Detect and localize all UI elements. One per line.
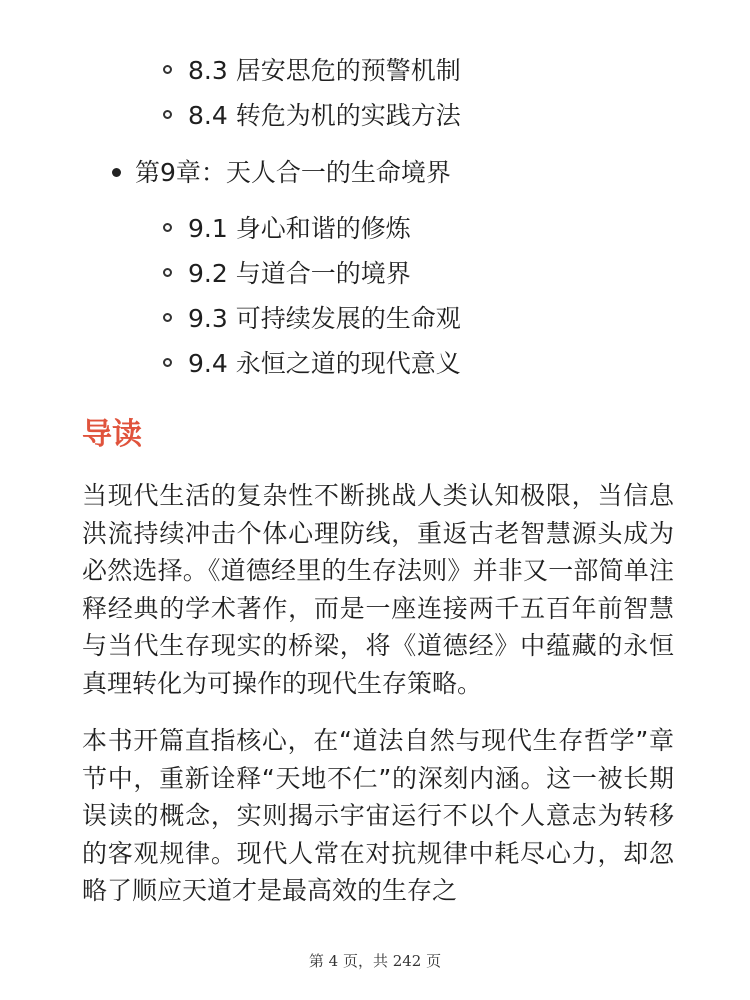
toc-item-8-4[interactable]: [0, 93, 461, 138]
toc-item-label: 8.4 转危为机的实践方法: [188, 101, 461, 130]
hollow-circle-bullet-icon: [163, 313, 172, 322]
body-paragraph: 当现代生活的复杂性不断挑战人类认知极限，当信息洪流持续冲击个体心理防线，重返古老智慧源头成为必然选择。《道德经里的生存法则》并非又一部简单注释经典的学术著作，而是一座连接两千五百年前智慧与当代生存现实的桥梁，将《道德经》中蕴藏的永恒真理转化为可操作的现代生存策略。: [82, 481, 674, 698]
toc-item-label: 8.3 居安思危的预警机制: [188, 56, 461, 85]
toc-item-9-3[interactable]: [0, 296, 461, 341]
toc-chapter-9[interactable]: [0, 150, 451, 195]
hollow-circle-bullet-icon: [163, 110, 172, 119]
section-heading: 导读: [82, 417, 142, 452]
toc-item-9-1[interactable]: [0, 206, 461, 251]
toc-item-label: 9.3 可持续发展的生命观: [188, 304, 461, 333]
toc-item-label: 9.1 身心和谐的修炼: [188, 214, 411, 243]
hollow-circle-bullet-icon: [163, 268, 172, 277]
toc-chapter-label: 第9章：天人合一的生命境界: [135, 158, 451, 187]
hollow-circle-bullet-icon: [163, 223, 172, 232]
hollow-circle-bullet-icon: [163, 358, 172, 367]
disc-bullet-icon: [112, 168, 121, 177]
toc-item-label: 9.4 永恒之道的现代意义: [188, 349, 461, 378]
page-number-footer: 第 4 页，共 242 页: [308, 952, 442, 970]
toc-item-9-2[interactable]: [0, 251, 461, 296]
toc-item-8-3[interactable]: [0, 48, 461, 93]
body-paragraph: 本书开篇直指核心，在“道法自然与现代生存哲学”章节中，重新诠释“天地不仁”的深刻内涵。这一被长期误读的概念，实则揭示宇宙运行不以个人意志为转移的客观规律。现代人常在对抗规律中耗尽心力，却忽略了顺应天道才是最高效的生存之: [82, 726, 674, 905]
toc-item-9-4[interactable]: [0, 341, 461, 386]
hollow-circle-bullet-icon: [163, 65, 172, 74]
toc-sublist-chapter-9: [0, 206, 461, 386]
toc-item-label: 9.2 与道合一的境界: [188, 259, 411, 288]
toc-sublist-chapter-8: [0, 48, 461, 138]
